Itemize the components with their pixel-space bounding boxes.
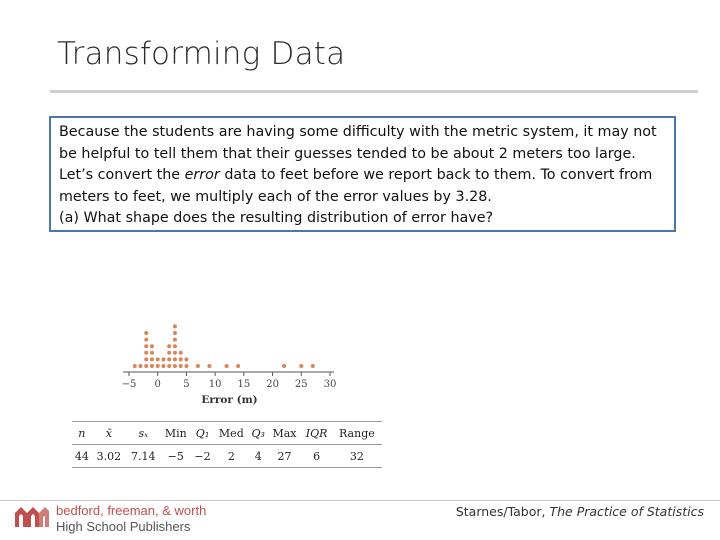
title-divider <box>50 90 698 93</box>
stats-header-mean: x̄ <box>105 426 112 440</box>
stats-value-q1: −2 <box>194 449 211 463</box>
problem-emphasis: error <box>184 167 220 183</box>
dotplot-dot <box>173 324 177 328</box>
dotplot-dot <box>196 364 200 368</box>
footer-divider <box>0 500 720 501</box>
dotplot-dot <box>311 364 315 368</box>
stats-header-med: Med <box>218 426 244 440</box>
stats-value-max: 27 <box>277 449 292 463</box>
stats-header-q3: Q₃ <box>251 426 265 440</box>
dotplot-dot <box>179 364 183 368</box>
dotplot-dot <box>144 331 148 335</box>
dotplot-dot <box>150 344 154 348</box>
problem-line-2: data to feet before we report back to them. To convert from meters to feet, we multiply each of the error values by 3.28. <box>59 167 653 205</box>
problem-question: (a) What shape does the resulting distribution of error have? <box>59 210 494 226</box>
stats-header-max: Max <box>272 426 297 440</box>
dotplot-dot <box>150 351 154 355</box>
summary-stats-table <box>72 421 382 468</box>
publisher-logo-icon <box>14 505 50 529</box>
dotplot-dots <box>133 324 315 368</box>
stats-value-n: 44 <box>74 449 89 463</box>
stats-value-range: 32 <box>349 449 364 463</box>
publisher-name <box>56 503 206 535</box>
dotplot-tick-label: 25 <box>294 379 308 390</box>
dotplot-dot <box>144 344 148 348</box>
problem-text <box>59 122 666 208</box>
dotplot-dot <box>236 364 240 368</box>
dotplot-dot <box>144 351 148 355</box>
stats-value-sd: 7.14 <box>130 449 156 463</box>
citation-authors: Starnes/Tabor, <box>455 504 550 519</box>
dotplot-dot <box>173 351 177 355</box>
dotplot-dot <box>133 364 137 368</box>
stats-header-min: Min <box>164 426 187 440</box>
dotplot-dot <box>173 331 177 335</box>
dotplot-dot <box>299 364 303 368</box>
stats-header-sd: sₓ <box>138 426 149 440</box>
dotplot-dot <box>167 351 171 355</box>
publisher-line-1: bedford, freeman, & worth <box>56 503 207 518</box>
dotplot-tick-label: 30 <box>323 379 337 390</box>
dotplot-dot <box>138 364 142 368</box>
stats-header-q1: Q₁ <box>195 426 210 440</box>
dotplot-dot <box>144 364 148 368</box>
stats-value-min: −5 <box>167 449 184 463</box>
dotplot-dot <box>173 344 177 348</box>
stats-value-iqr: 6 <box>313 449 321 463</box>
dotplot-dot <box>167 357 171 361</box>
stats-value-mean: 3.02 <box>96 449 122 463</box>
book-citation <box>456 504 704 519</box>
slide-title: Transforming Data <box>57 36 346 72</box>
stats-value-med: 2 <box>227 449 235 463</box>
dotplot-tick-label: 5 <box>183 379 190 390</box>
dotplot-dot <box>184 357 188 361</box>
dotplot-tick-label: 10 <box>208 379 222 390</box>
dotplot-dot <box>156 357 160 361</box>
dotplot-dot <box>179 351 183 355</box>
dotplot-dot <box>167 344 171 348</box>
dotplot-dot <box>173 364 177 368</box>
dotplot-dot <box>282 364 286 368</box>
dotplot-dot <box>161 357 165 361</box>
dotplot-tick-label: 0 <box>154 379 161 390</box>
dotplot-dot <box>225 364 229 368</box>
dotplot-ticks <box>122 372 337 390</box>
dotplot-tick-label: 15 <box>237 379 251 390</box>
citation-book-title: The Practice of Statistics <box>549 504 704 519</box>
dotplot-dot <box>207 364 211 368</box>
dotplot-tick-label: −5 <box>121 379 137 390</box>
dotplot-dot <box>156 364 160 368</box>
stats-header-range: Range <box>339 426 375 440</box>
dotplot-dot <box>179 357 183 361</box>
stats-header-iqr: IQR <box>305 426 328 440</box>
stats-header-n: n <box>78 426 86 440</box>
dotplot-dot <box>150 364 154 368</box>
error-dotplot <box>114 312 340 412</box>
dotplot-dot <box>167 364 171 368</box>
dotplot-dot <box>150 357 154 361</box>
stats-value-row <box>72 445 382 468</box>
stats-value-q3: 4 <box>254 449 262 463</box>
dotplot-dot <box>173 338 177 342</box>
dotplot-dot <box>144 338 148 342</box>
dotplot-dot <box>173 357 177 361</box>
problem-line-1: Because the students are having some difficulty with the metric system, it may not be helpful to tell them that their guesses tended to be about 2 meters too large. Let’s convert the <box>59 124 657 183</box>
dotplot-dot <box>144 357 148 361</box>
dotplot-tick-label: 20 <box>266 379 279 390</box>
dotplot-dot <box>184 364 188 368</box>
dotplot-dot <box>161 364 165 368</box>
dotplot-xlabel: Error (m) <box>201 394 258 406</box>
stats-header-row <box>72 422 382 445</box>
publisher-line-2: High School Publishers <box>56 519 191 534</box>
problem-box <box>49 116 676 232</box>
